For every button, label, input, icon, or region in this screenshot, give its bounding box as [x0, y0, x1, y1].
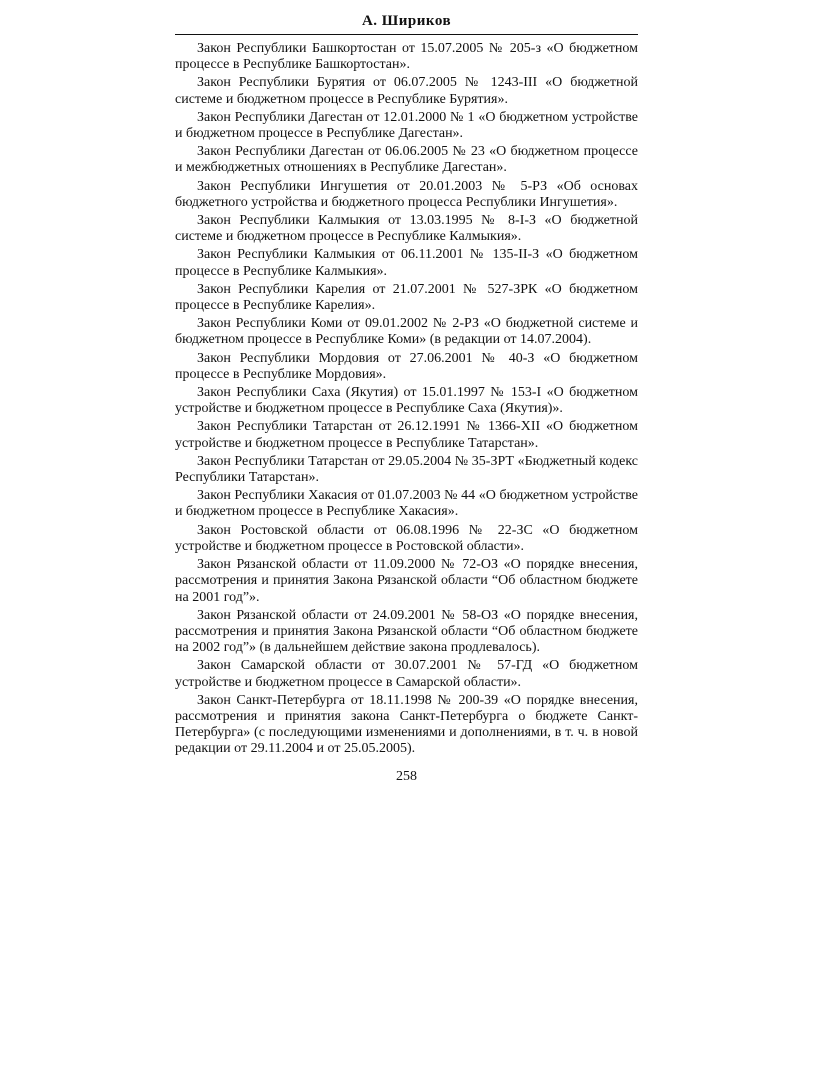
bibliography-list	[175, 41, 638, 758]
law-entry: Закон Республики Бурятия от 06.07.2005 № 1243-III «О бюджетной системе и бюджетном процессе в Республике Бурятия».	[175, 75, 638, 107]
law-entry: Закон Республики Коми от 09.01.2002 № 2-РЗ «О бюджетной системе и бюджетном процессе в Республике Коми» (в редакции от 14.07.2004).	[175, 316, 638, 348]
law-entry: Закон Республики Ингушетия от 20.01.2003 № 5-РЗ «Об основах бюджетного устройства и бюджетного процесса Республики Ингушетия».	[175, 178, 638, 210]
book-page	[175, 10, 638, 786]
law-entry: Закон Республики Дагестан от 06.06.2005 № 23 «О бюджетном процессе и межбюджетных отношениях в Республике Дагестан».	[175, 144, 638, 176]
law-entry: Закон Республики Хакасия от 01.07.2003 № 44 «О бюджетном устройстве и бюджетном процессе в Республике Хакасия».	[175, 488, 638, 520]
law-entry: Закон Республики Дагестан от 12.01.2000 № 1 «О бюджетном устройстве и бюджетном процессе в Республике Дагестан».	[175, 109, 638, 142]
law-entry: Закон Ростовской области от 06.08.1996 № 22-ЗС «О бюджетном устройстве и бюджетном процессе в Ростовской области».	[175, 522, 638, 554]
running-head: А. Шириков	[361, 13, 452, 29]
law-entry: Закон Республики Татарстан от 29.05.2004 № 35-ЗРТ «Бюджетный кодекс Республики Татарстан».	[175, 453, 638, 486]
page-number: 258	[396, 768, 417, 784]
law-entry: Закон Республики Мордовия от 27.06.2001 № 40-З «О бюджетном процессе в Республике Мордовия».	[175, 350, 638, 382]
law-entry: Закон Республики Башкортостан от 15.07.2005 № 205-з «О бюджетном процессе в Республике Башкортостан».	[175, 41, 638, 73]
law-entry: Закон Рязанской области от 11.09.2000 № 72-ОЗ «О порядке внесения, рассмотрения и принятия Закона Рязанской области “Об областном бюджете на 2001 год”».	[175, 557, 638, 605]
law-entry: Закон Республики Калмыкия от 13.03.1995 № 8-I-З «О бюджетной системе и бюджетном процессе в Республике Калмыкия».	[175, 213, 638, 245]
law-entry: Закон Республики Татарстан от 26.12.1991 № 1366-XII «О бюджетном устройстве и бюджетном процессе в Республике Татарстан».	[175, 419, 638, 451]
law-entry: Закон Республики Калмыкия от 06.11.2001 № 135-II-З «О бюджетном процессе в Республике Калмыкия».	[175, 247, 638, 279]
law-entry: Закон Республики Саха (Якутия) от 15.01.1997 № 153-I «О бюджетном устройстве и бюджетном процессе в Республике Саха (Якутия)».	[175, 385, 638, 417]
law-entry: Закон Санкт-Петербурга от 18.11.1998 № 200-39 «О порядке внесения, рассмотрения и принятия закона Санкт-Петербурга о бюджете Санкт-Петербурга» (с последующими изменениями и дополнениями, в т. ч. в новой редакции от 29.11.2004 и от 25.05.2005).	[175, 692, 638, 757]
header-rule	[175, 34, 638, 35]
law-entry: Закон Самарской области от 30.07.2001 № 57-ГД «О бюджетном устройстве и бюджетном процессе в Самарской области».	[175, 658, 638, 690]
law-entry: Закон Республики Карелия от 21.07.2001 № 527-ЗРК «О бюджетном процессе в Республике Карелия».	[175, 281, 638, 314]
law-entry: Закон Рязанской области от 24.09.2001 № 58-ОЗ «О порядке внесения, рассмотрения и принятия Закона Рязанской области “Об областном бюджете на 2002 год”» (в дальнейшем действие закона продлевалось).	[175, 607, 638, 656]
